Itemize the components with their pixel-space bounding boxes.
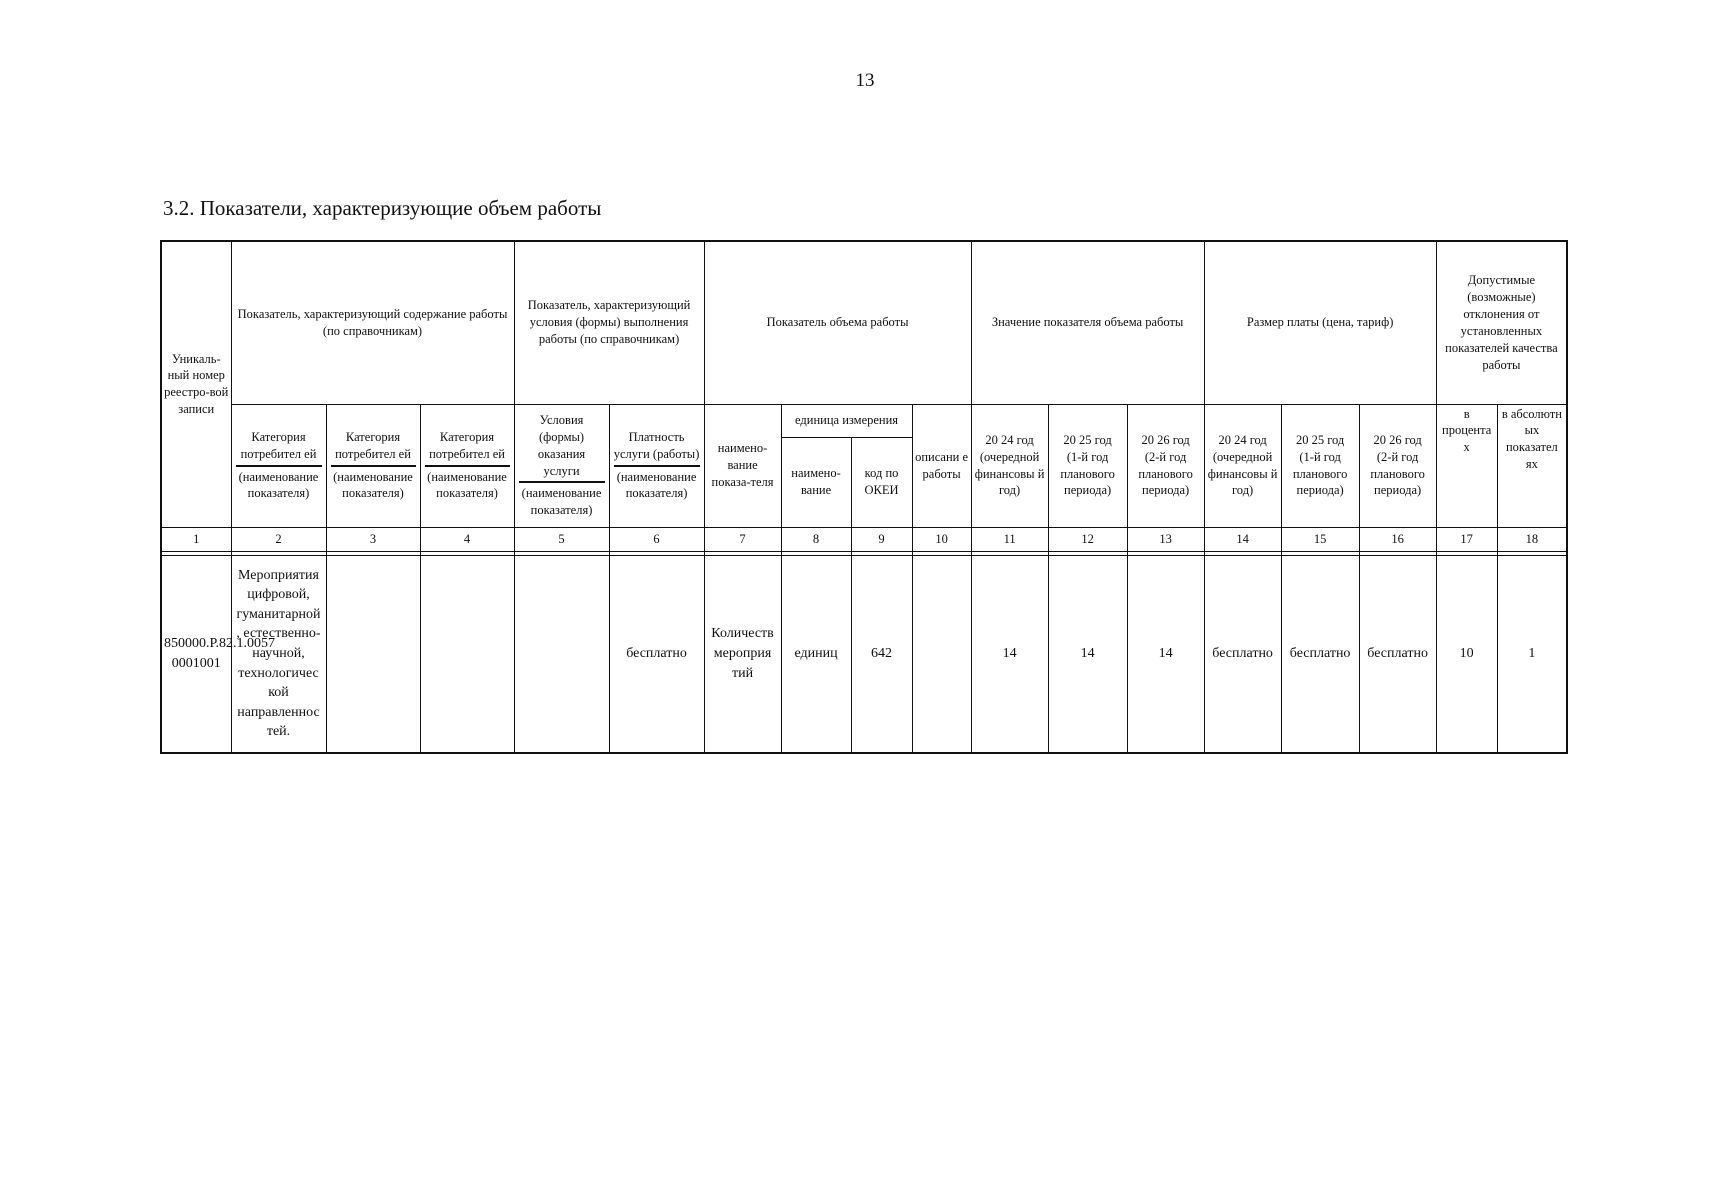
- column-number: 16: [1359, 527, 1436, 551]
- header-pay-2024-period: (очередной финансовы й год): [1207, 449, 1278, 498]
- header-group-payment: Размер платы (цена, тариф): [1204, 241, 1436, 404]
- header-group-content: Показатель, характеризующий содержание работы (по справочникам): [231, 241, 514, 404]
- header-pay-2026-year: 20 26 год: [1373, 432, 1422, 447]
- header-category-1: [231, 404, 326, 527]
- header-category-3-sub: (наименование показателя): [427, 469, 507, 501]
- cell-unit-code: 642: [851, 555, 912, 753]
- cell-value-2025: 14: [1048, 555, 1127, 753]
- column-numbers-row: [161, 527, 1567, 551]
- column-number: 18: [1497, 527, 1567, 551]
- column-number: 13: [1127, 527, 1204, 551]
- column-number: 3: [326, 527, 420, 551]
- header-pay-2025-period: (1-й год планового периода): [1292, 449, 1348, 498]
- column-number: 5: [514, 527, 609, 551]
- column-number: 15: [1281, 527, 1359, 551]
- header-payment: [609, 404, 704, 527]
- cell-deviation-absolute: 1: [1497, 555, 1567, 753]
- header-value-2026: [1127, 404, 1204, 527]
- header-payment-label: Платность услуги (работы): [614, 429, 700, 467]
- cell-unique-number: 850000.Р.82.1.0057 0001001: [161, 555, 231, 753]
- column-number: 12: [1048, 527, 1127, 551]
- header-description: описани е работы: [912, 404, 971, 527]
- header-unique-number: Уникаль-ный номер реестро-вой записи: [161, 241, 231, 527]
- column-number: 8: [781, 527, 851, 551]
- header-value-2024-year: 20 24 год: [985, 432, 1034, 447]
- header-pay-2026-period: (2-й год планового периода): [1370, 449, 1425, 498]
- table-row: [161, 555, 1567, 753]
- cell-unit-name: единиц: [781, 555, 851, 753]
- section-title: 3.2. Показатели, характеризующие объем работы: [163, 196, 602, 220]
- header-value-2025-year: 20 25 год: [1063, 432, 1112, 447]
- cell-deviation-percent: 10: [1436, 555, 1497, 753]
- header-unit-code: код по ОКЕИ: [851, 437, 912, 527]
- column-number: 7: [704, 527, 781, 551]
- header-value-2026-period: (2-й год планового периода): [1138, 449, 1193, 498]
- column-number: 14: [1204, 527, 1281, 551]
- header-unit-group: единица измерения: [781, 404, 912, 437]
- header-group-value: Значение показателя объема работы: [971, 241, 1204, 404]
- column-number: 6: [609, 527, 704, 551]
- header-conditions-label: Условия (формы) оказания услуги: [519, 412, 605, 484]
- page-number: 13: [855, 70, 875, 91]
- column-number: 1: [161, 527, 231, 551]
- header-value-2024-period: (очередной финансовы й год): [974, 449, 1045, 498]
- column-number: 4: [420, 527, 514, 551]
- header-pay-2024-year: 20 24 год: [1218, 432, 1267, 447]
- cell-value-2024: 14: [971, 555, 1048, 753]
- header-group-deviation: Допустимые (возможные) отклонения от установленных показателей качества работы: [1436, 241, 1567, 404]
- header-group-volume: Показатель объема работы: [704, 241, 971, 404]
- cell-category-2: [326, 555, 420, 753]
- column-number: 2: [231, 527, 326, 551]
- header-pay-2026: [1359, 404, 1436, 527]
- header-conditions: [514, 404, 609, 527]
- header-volume-name: наимено-вание показа-теля: [704, 404, 781, 527]
- cell-volume-name: Количеств мероприя тий: [704, 555, 781, 753]
- header-category-1-label: Категория потребител ей: [236, 429, 322, 467]
- header-unit-name: наимено-вание: [781, 437, 851, 527]
- cell-pay-2026: бесплатно: [1359, 555, 1436, 753]
- cell-value-2026: 14: [1127, 555, 1204, 753]
- header-group-conditions: Показатель, характеризующий условия (формы) выполнения работы (по справочникам): [514, 241, 704, 404]
- header-value-2025: [1048, 404, 1127, 527]
- cell-category-3: [420, 555, 514, 753]
- header-category-3-label: Категория потребител ей: [425, 429, 510, 467]
- column-number: 10: [912, 527, 971, 551]
- cell-conditions: [514, 555, 609, 753]
- header-category-3: [420, 404, 514, 527]
- header-pay-2024: [1204, 404, 1281, 527]
- column-number: 9: [851, 527, 912, 551]
- header-category-1-sub: (наименование показателя): [238, 469, 319, 501]
- header-category-2-sub: (наименование показателя): [333, 469, 413, 501]
- header-payment-sub: (наименование показателя): [616, 469, 697, 501]
- header-deviation-absolute: в абсолютн ых показател ях: [1497, 404, 1567, 527]
- header-value-2024: [971, 404, 1048, 527]
- cell-pay-2024: бесплатно: [1204, 555, 1281, 753]
- cell-payment: бесплатно: [609, 555, 704, 753]
- cell-pay-2025: бесплатно: [1281, 555, 1359, 753]
- column-number: 11: [971, 527, 1048, 551]
- header-category-2-label: Категория потребител ей: [331, 429, 416, 467]
- cell-description: [912, 555, 971, 753]
- header-conditions-sub: (наименование показателя): [521, 486, 602, 518]
- column-number: 17: [1436, 527, 1497, 551]
- header-deviation-percent: в процента х: [1436, 404, 1497, 527]
- header-value-2026-year: 20 26 год: [1141, 432, 1190, 447]
- header-pay-2025: [1281, 404, 1359, 527]
- header-value-2025-period: (1-й год планового периода): [1060, 449, 1115, 498]
- cell-category-1: Мероприятия цифровой, гуманитарной , естественно-научной, технологичес кой направленнос тей.: [231, 555, 326, 753]
- work-volume-table: [160, 240, 1568, 754]
- header-category-2: [326, 404, 420, 527]
- header-pay-2025-year: 20 25 год: [1295, 432, 1345, 447]
